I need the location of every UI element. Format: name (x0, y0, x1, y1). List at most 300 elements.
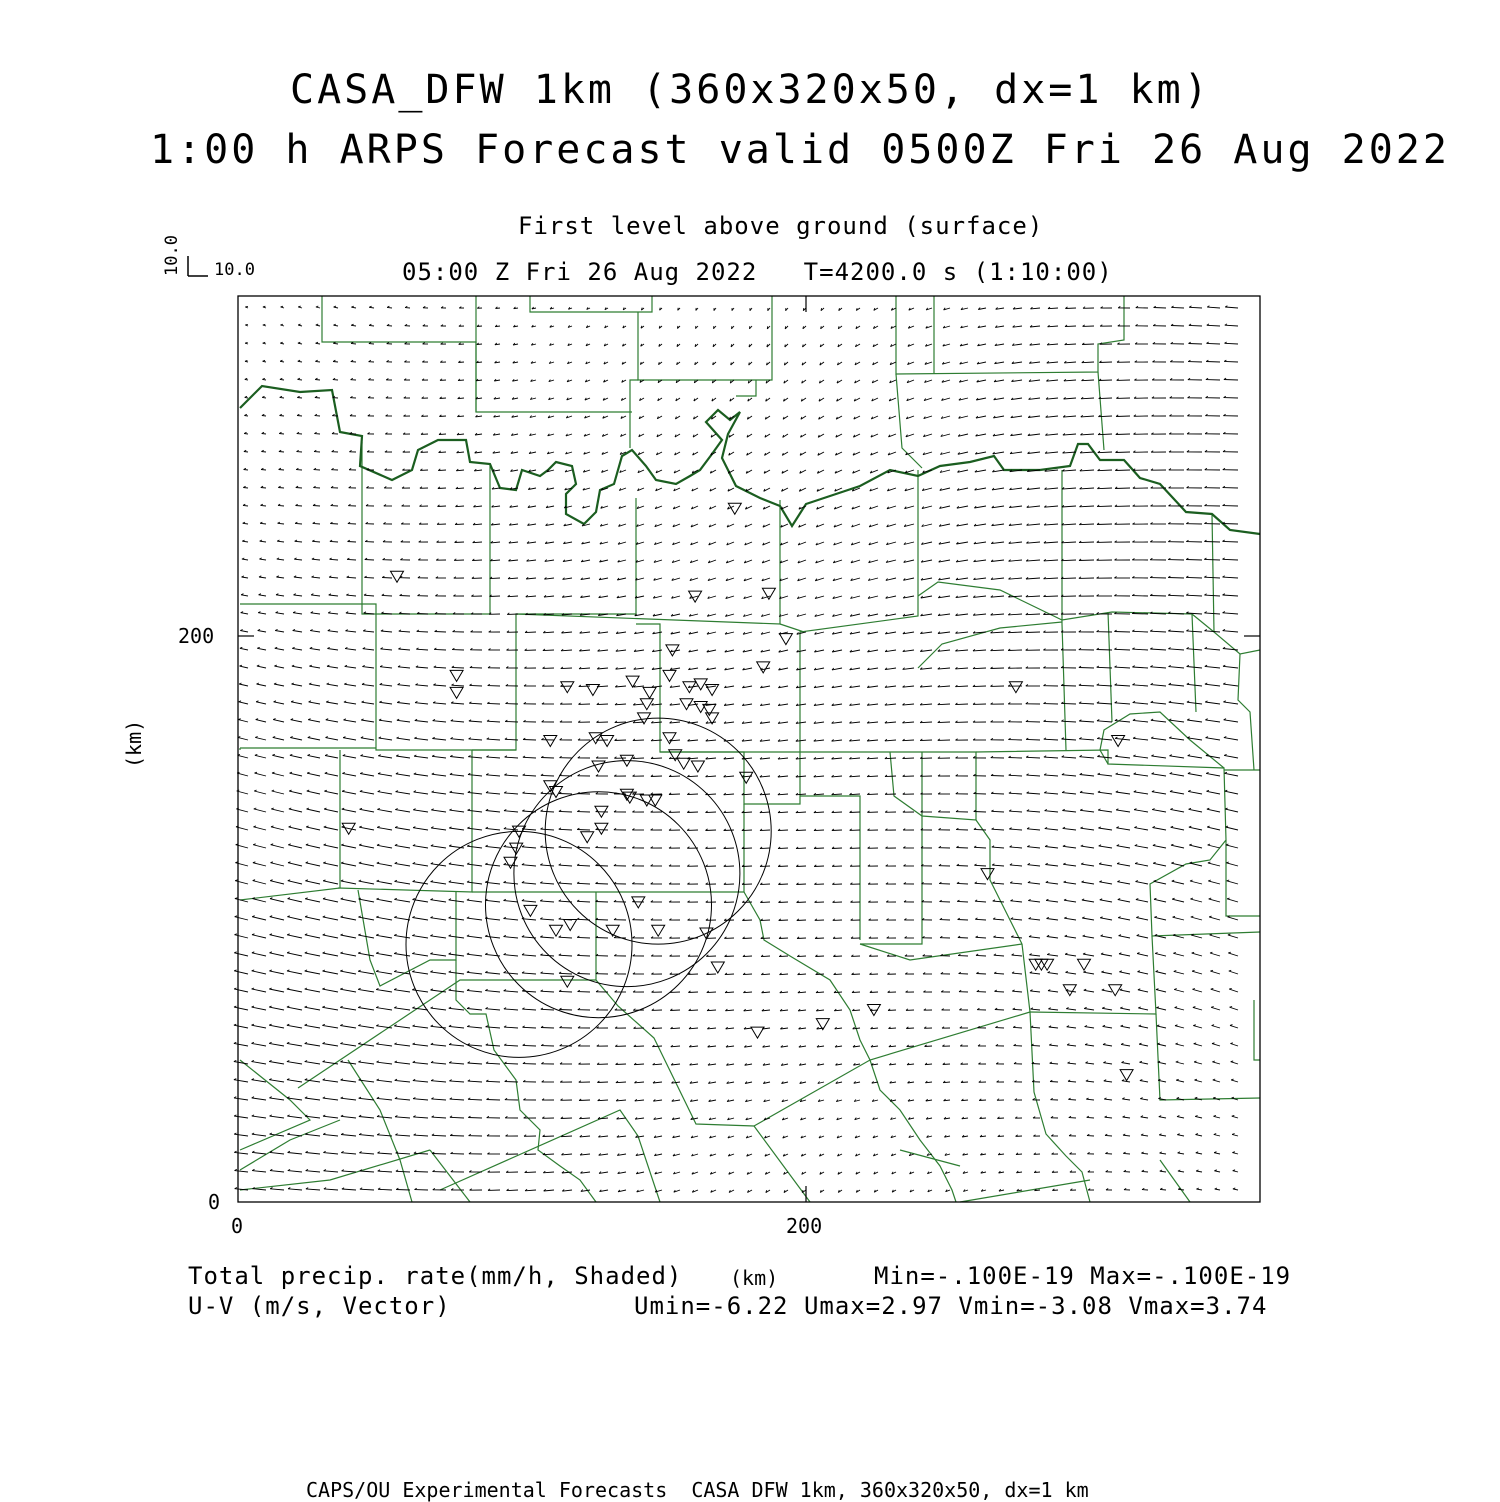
wind-vector (254, 809, 266, 812)
wind-vector (993, 937, 1004, 938)
wind-vector-head (234, 952, 236, 953)
wind-vector (397, 738, 411, 740)
wind-vector-head (1173, 916, 1175, 917)
wind-vector (1098, 828, 1112, 830)
wind-vector (380, 667, 392, 668)
wind-vector-head (1103, 1062, 1105, 1063)
wind-vector-head (326, 737, 328, 738)
wind-vector (362, 667, 374, 668)
wind-vector-head (376, 934, 378, 935)
wind-vector-head (362, 701, 364, 702)
wind-vector (957, 883, 968, 884)
wind-vector (1136, 882, 1149, 885)
wind-vector-head (1136, 917, 1138, 918)
wind-vector-head (1134, 827, 1136, 828)
wind-vector-head (1225, 772, 1227, 773)
wind-vector (559, 794, 572, 795)
wind-vector (814, 866, 824, 867)
wind-vector (1062, 470, 1076, 471)
wind-vector (1122, 1063, 1131, 1065)
wind-vector (1079, 542, 1094, 543)
wind-vector (615, 722, 626, 723)
wind-vector (469, 739, 482, 740)
wind-vector-head (253, 844, 256, 845)
wind-vector (1099, 846, 1112, 848)
x-tick-0: 0 (231, 1216, 243, 1236)
wind-vector (312, 559, 320, 560)
wind-vector (956, 848, 968, 849)
wind-vector-head (377, 844, 379, 845)
wind-vector-head (1174, 989, 1177, 990)
wind-vector (1027, 847, 1040, 848)
wind-vector (1044, 560, 1058, 561)
wind-vector (1026, 775, 1040, 776)
wind-vector (274, 666, 284, 668)
wind-vector (269, 989, 284, 992)
wind-vector (1027, 829, 1040, 830)
wind-vector-head (263, 342, 266, 343)
wind-vector (1139, 1044, 1148, 1046)
wind-vector (468, 775, 482, 776)
wind-vector (394, 1008, 410, 1010)
wind-vector-head (1103, 1043, 1105, 1044)
wind-vector-head (394, 916, 396, 917)
wind-vector-head (377, 826, 379, 827)
wind-vector (1228, 953, 1238, 956)
wind-vector (1153, 828, 1167, 831)
wind-vector-head (316, 306, 318, 307)
wind-vector (1101, 972, 1112, 974)
wind-vector (1209, 917, 1220, 920)
wind-vector (1223, 541, 1239, 542)
wind-vector (724, 830, 734, 831)
wind-vector (1225, 325, 1238, 326)
wind-vector-head (245, 360, 247, 361)
wind-vector-head (359, 826, 361, 827)
wind-vector (329, 595, 338, 596)
wind-vector-head (1170, 773, 1172, 774)
wind-vector (1134, 792, 1148, 794)
wind-vector (559, 991, 572, 992)
wind-vector (1225, 791, 1238, 794)
wind-vector (340, 1026, 356, 1029)
wind-vector-head (1174, 971, 1177, 972)
wind-vector (312, 577, 321, 578)
wind-vector-head (1122, 1080, 1124, 1081)
wind-vector (1157, 1044, 1166, 1046)
wind-vector-head (341, 916, 343, 917)
wind-vector (1084, 1009, 1094, 1011)
wind-vector (1154, 881, 1166, 884)
wind-vector (413, 1081, 428, 1082)
wind-vector (1098, 434, 1112, 435)
wind-vector (346, 613, 356, 614)
wind-vector (486, 846, 501, 848)
wind-vector (1028, 883, 1040, 884)
wind-vector (1119, 954, 1130, 956)
county-boundary-line (918, 622, 1062, 668)
wind-vector (1079, 560, 1094, 561)
wind-vector (324, 845, 338, 848)
wind-vector-head (298, 342, 300, 343)
wind-vector-head (412, 953, 414, 954)
wind-vector-head (334, 324, 336, 325)
county-boundary-line (1156, 1014, 1260, 1100)
wind-vector (1224, 361, 1238, 362)
wind-vector (779, 920, 788, 921)
wind-vector (522, 865, 536, 866)
wind-vector-head (272, 772, 275, 773)
wind-vector (486, 1045, 500, 1046)
wind-vector (1121, 1044, 1130, 1046)
wind-vector (1223, 559, 1239, 560)
wind-vector (743, 956, 752, 957)
wind-vector (328, 631, 338, 632)
wind-vector (1139, 1026, 1148, 1028)
wind-vector (412, 972, 428, 974)
wind-vector (1122, 1081, 1130, 1082)
wind-vector (955, 668, 968, 669)
wind-vector (1168, 631, 1184, 632)
wind-vector (358, 917, 374, 920)
wind-vector (760, 830, 770, 831)
wind-vector (1029, 955, 1040, 956)
wind-vector (378, 792, 392, 794)
wind-vector (1212, 1044, 1220, 1046)
wind-vector (1186, 631, 1202, 632)
wind-vector-head (358, 988, 360, 989)
wind-vector (1066, 972, 1077, 974)
county-boundary-line (636, 470, 918, 752)
wind-vector-head (1224, 737, 1226, 738)
wind-vector (307, 791, 320, 794)
wind-vector-head (1193, 1007, 1196, 1008)
wind-vector (486, 828, 500, 830)
wind-vector (504, 991, 518, 992)
wind-vector (559, 847, 572, 848)
wind-vector-head (1223, 701, 1225, 702)
wind-vector (329, 577, 338, 578)
wind-vector (485, 973, 500, 975)
wind-vector-head (358, 934, 360, 935)
wind-vector (1206, 756, 1220, 759)
county-boundary-line (240, 1150, 430, 1190)
wind-vector (616, 1064, 626, 1065)
wind-vector-head (713, 362, 714, 365)
wind-vector (398, 649, 410, 650)
wind-vector (486, 757, 500, 758)
wind-vector (867, 758, 878, 759)
wind-vector-head (1083, 953, 1085, 954)
wind-vector (1065, 954, 1076, 956)
wind-vector (991, 650, 1004, 651)
wind-vector (958, 938, 968, 939)
wind-vector-head (1119, 935, 1121, 936)
wind-vector-head (305, 952, 307, 953)
wind-vector (330, 541, 338, 542)
wind-vector (742, 920, 752, 921)
wind-vector (235, 881, 248, 884)
wind-vector (1098, 416, 1112, 417)
wind-vector (1010, 883, 1022, 884)
wind-vector-head (413, 898, 415, 899)
wind-vector (559, 955, 572, 956)
wind-vector (271, 863, 285, 866)
wind-vector (467, 882, 482, 884)
wind-vector (814, 812, 824, 813)
wind-vector (472, 560, 482, 561)
wind-vector-head (1189, 808, 1191, 809)
wind-vector (1190, 899, 1202, 902)
wind-vector (1192, 953, 1202, 956)
wind-vector (1229, 989, 1238, 992)
wind-vector-head (431, 917, 433, 918)
wind-vector-head (287, 1042, 289, 1043)
wind-vector (522, 847, 536, 848)
wind-vector (254, 791, 266, 794)
wind-vector (579, 668, 590, 669)
wind-vector (1175, 1008, 1184, 1010)
wind-vector-head (269, 1024, 271, 1025)
wind-vector (742, 848, 752, 849)
credit-line: CAPS/OU Experimental Forecasts CASA DFW 1km, 360x320x50, dx=1 km (306, 1480, 1089, 1500)
level-label: First level above ground (surface) (518, 214, 1043, 238)
county-boundary-line (530, 296, 652, 312)
vector-key-v-label: 10.0 (164, 235, 181, 276)
wind-vector (305, 881, 320, 884)
wind-vector (522, 901, 536, 902)
wind-vector (293, 613, 302, 614)
wind-vector (278, 488, 284, 489)
wind-vector-head (1101, 935, 1103, 936)
wind-vector-head (262, 378, 264, 379)
wind-vector (435, 632, 446, 633)
wind-vector-head (1134, 809, 1136, 810)
wind-vector (486, 1009, 501, 1010)
wind-vector-head (255, 754, 257, 755)
wind-vector (416, 649, 428, 650)
wind-vector (323, 953, 338, 956)
wind-vector (449, 810, 464, 812)
wind-vector (359, 863, 374, 866)
wind-vector-head (289, 790, 291, 791)
wind-vector-head (270, 952, 272, 953)
wind-vector-head (234, 1079, 236, 1080)
wind-vector-head (1211, 988, 1214, 989)
wind-vector-head (449, 917, 451, 918)
wind-vector (707, 992, 716, 993)
wind-vector-head (785, 345, 786, 348)
wind-vector-head (394, 898, 396, 899)
wind-vector-head (413, 880, 415, 881)
wind-vector (1046, 882, 1058, 884)
wind-vector-head (1188, 790, 1190, 791)
wind-vector (1191, 917, 1202, 920)
wind-vector-head (1230, 1043, 1233, 1044)
wind-vector (1140, 1062, 1149, 1064)
wind-vector (348, 542, 357, 543)
wind-vector (1049, 1045, 1058, 1046)
wind-vector (1188, 791, 1202, 794)
wind-vector (485, 918, 500, 920)
wind-vector (1152, 792, 1166, 794)
wind-vector (252, 899, 266, 902)
wind-vector-head (430, 935, 432, 936)
wind-vector (358, 1026, 374, 1028)
wind-vector (378, 774, 392, 776)
wind-vector (1008, 650, 1022, 651)
wind-vector (296, 488, 302, 489)
wind-vector (287, 1043, 302, 1046)
wind-vector-head (1117, 881, 1119, 882)
wind-vector (938, 704, 950, 705)
wind-vector (412, 918, 428, 921)
wind-vector (325, 773, 338, 776)
y-tick-200: 200 (178, 626, 214, 646)
wind-vector (992, 847, 1004, 848)
wind-vector-head (280, 378, 282, 379)
wind-vector-head (412, 916, 414, 917)
wind-vector (449, 882, 464, 884)
wind-vector (433, 685, 446, 686)
wind-vector (291, 702, 302, 704)
wind-vector (289, 809, 302, 812)
wind-vector (257, 666, 266, 668)
wind-vector (1155, 953, 1166, 956)
wind-vector (253, 845, 266, 848)
wind-vector (345, 649, 356, 650)
wind-vector (275, 631, 284, 633)
wind-vector (376, 1008, 392, 1010)
wind-vector (993, 919, 1004, 920)
wind-vector-head (269, 970, 271, 971)
wind-vector (431, 846, 446, 848)
wind-vector-head (1140, 1080, 1142, 1081)
county-boundary-line (240, 498, 636, 750)
wind-vector-head (235, 880, 237, 881)
wind-vector (394, 917, 410, 920)
wind-vector (885, 776, 896, 777)
wind-vector (1099, 362, 1112, 363)
wind-vector (1133, 738, 1148, 740)
wind-vector (235, 863, 248, 866)
wind-vector (725, 974, 734, 975)
wind-vector-head (323, 970, 325, 971)
wind-vector (359, 845, 374, 848)
wind-vector-head (677, 326, 678, 329)
wind-vector-head (234, 970, 236, 971)
wind-vector (1009, 775, 1022, 776)
wind-vector (467, 972, 482, 974)
wind-vector (257, 648, 266, 650)
wind-vector (340, 1044, 356, 1046)
county-boundary-line (1108, 612, 1112, 722)
wind-vector (287, 1080, 302, 1082)
wind-vector (976, 955, 986, 956)
wind-vector-head (234, 1042, 236, 1043)
wind-vector (449, 1008, 464, 1010)
wind-vector-head (272, 790, 274, 791)
wind-vector-head (344, 683, 346, 684)
wind-vector (305, 953, 320, 956)
wind-vector-head (430, 971, 432, 972)
wind-vector (1026, 578, 1040, 579)
wind-vector (1132, 649, 1148, 650)
wind-vector (504, 973, 518, 974)
wind-vector (234, 1080, 248, 1082)
wind-vector (651, 758, 662, 759)
wind-vector-head (821, 308, 822, 311)
wind-vector (504, 793, 518, 794)
wind-vector (797, 902, 806, 903)
wind-vector-head (1231, 1061, 1234, 1062)
wind-vector (1030, 973, 1040, 974)
wind-vector (1229, 971, 1238, 974)
wind-vector (1174, 971, 1184, 974)
wind-vector-head (1119, 971, 1121, 972)
wind-vector-head (305, 1006, 307, 1007)
wind-vector-head (239, 701, 241, 702)
wind-vector (508, 596, 518, 597)
wind-vector-head (1120, 989, 1122, 990)
wind-vector (277, 541, 284, 542)
wind-vector-head (1172, 880, 1174, 881)
wind-vector (468, 810, 482, 812)
wind-vector (559, 865, 572, 866)
wind-vector (1101, 936, 1112, 938)
wind-vector (271, 827, 284, 830)
wind-vector (395, 881, 411, 884)
wind-vector (414, 774, 428, 776)
wind-vector-head (358, 1006, 360, 1007)
field-precip-label: Total precip. rate(mm/h, Shaded) (188, 1264, 682, 1288)
wind-vector (395, 1062, 410, 1064)
wind-vector (688, 992, 698, 993)
wind-vector (288, 899, 302, 902)
wind-vector (955, 704, 968, 705)
wind-vector-head (271, 862, 273, 863)
wind-vector-head (1189, 844, 1191, 845)
wind-vector (1151, 685, 1166, 686)
wind-vector (1081, 846, 1094, 848)
wind-vector (397, 720, 410, 722)
wind-vector (687, 812, 698, 813)
wind-vector (270, 935, 284, 938)
wind-vector (1133, 756, 1148, 758)
wind-vector (449, 828, 464, 830)
wind-vector-head (252, 988, 255, 989)
wind-vector (995, 1010, 1004, 1011)
wind-vector (1081, 434, 1095, 435)
wind-vector-head (1192, 970, 1194, 971)
wind-vector (342, 773, 356, 776)
wind-vector (377, 881, 392, 884)
wind-vector (1098, 470, 1112, 471)
wind-vector-head (341, 862, 343, 863)
wind-vector-head (305, 916, 307, 917)
wind-vector-head (1138, 971, 1140, 972)
wind-vector (1044, 506, 1058, 507)
wind-vector (1079, 739, 1094, 740)
wind-vector-head (342, 772, 344, 773)
wind-vector (1173, 935, 1184, 938)
wind-vector-head (1175, 1025, 1178, 1026)
wind-vector-head (252, 1060, 254, 1061)
wind-vector (634, 1046, 644, 1047)
wind-vector (1086, 1063, 1095, 1064)
wind-vector (1050, 1063, 1058, 1064)
wind-vector-head (1081, 863, 1083, 864)
